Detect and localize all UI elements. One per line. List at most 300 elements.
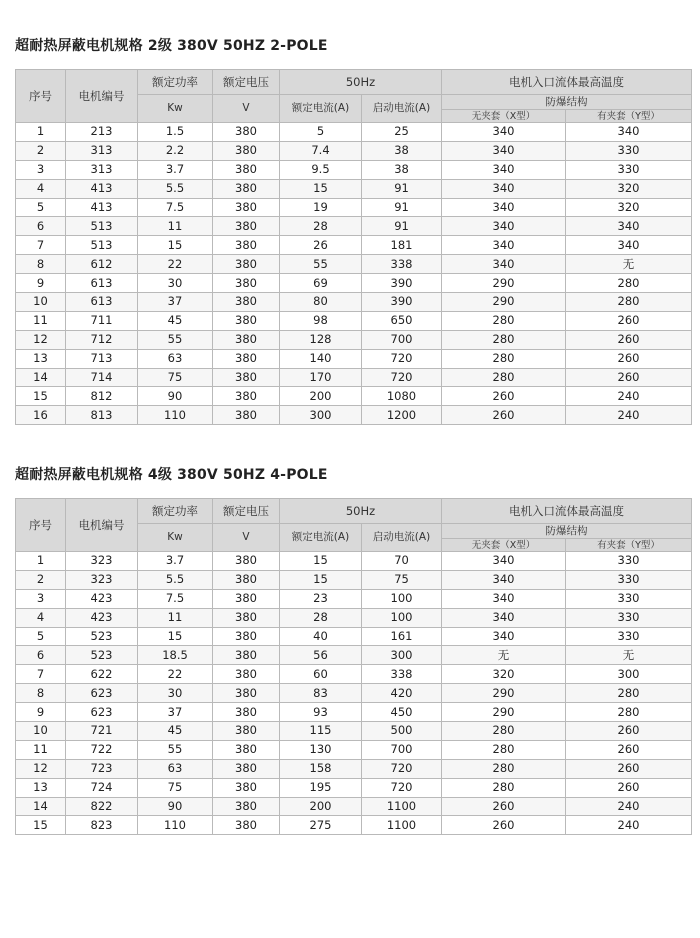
header-motor-no: 电机编号 — [66, 499, 138, 552]
cell-temp-with-jacket: 340 — [566, 123, 692, 142]
cell-rated-power: 90 — [138, 387, 213, 406]
cell-rated-current: 140 — [280, 349, 362, 368]
cell-start-current: 161 — [362, 627, 442, 646]
table-row — [16, 608, 692, 627]
cell-temp-no-jacket: 320 — [442, 665, 566, 684]
cell-motor-no: 423 — [66, 608, 138, 627]
cell-temp-no-jacket: 280 — [442, 330, 566, 349]
table-row — [16, 722, 692, 741]
cell-temp-with-jacket: 260 — [566, 740, 692, 759]
cell-start-current: 420 — [362, 684, 442, 703]
cell-rated-voltage: 380 — [213, 703, 280, 722]
cell-motor-no: 712 — [66, 330, 138, 349]
cell-temp-no-jacket: 340 — [442, 608, 566, 627]
spec-table-2-pole — [15, 69, 692, 425]
cell-motor-no: 822 — [66, 797, 138, 816]
cell-rated-current: 7.4 — [280, 141, 362, 160]
cell-start-current: 450 — [362, 703, 442, 722]
cell-rated-voltage: 380 — [213, 552, 280, 571]
table-row — [16, 123, 692, 142]
cell-rated-power: 22 — [138, 665, 213, 684]
cell-rated-power: 110 — [138, 816, 213, 835]
table-row — [16, 406, 692, 425]
cell-rated-current: 9.5 — [280, 160, 362, 179]
cell-temp-with-jacket: 280 — [566, 684, 692, 703]
cell-rated-power: 75 — [138, 778, 213, 797]
cell-temp-with-jacket: 260 — [566, 368, 692, 387]
cell-rated-power: 110 — [138, 406, 213, 425]
cell-temp-no-jacket: 340 — [442, 255, 566, 274]
header-rated-current: 额定电流(A) — [280, 95, 362, 123]
cell-start-current: 650 — [362, 311, 442, 330]
cell-rated-voltage: 380 — [213, 274, 280, 293]
header-explosion-proof: 防爆结构 — [442, 524, 692, 539]
cell-start-current: 91 — [362, 198, 442, 217]
header-with-jacket: 有夹套（Y型） — [566, 539, 692, 552]
cell-motor-no: 423 — [66, 589, 138, 608]
cell-seq: 5 — [16, 198, 66, 217]
header-max-temp: 电机入口流体最高温度 — [442, 499, 692, 524]
cell-rated-current: 28 — [280, 217, 362, 236]
table-row — [16, 665, 692, 684]
cell-temp-with-jacket: 300 — [566, 665, 692, 684]
cell-rated-current: 26 — [280, 236, 362, 255]
cell-rated-power: 11 — [138, 217, 213, 236]
cell-rated-voltage: 380 — [213, 198, 280, 217]
cell-temp-no-jacket: 340 — [442, 198, 566, 217]
header-start-current: 启动电流(A) — [362, 95, 442, 123]
cell-rated-power: 3.7 — [138, 160, 213, 179]
cell-rated-power: 15 — [138, 236, 213, 255]
table-row — [16, 330, 692, 349]
table-row — [16, 255, 692, 274]
cell-rated-voltage: 380 — [213, 570, 280, 589]
header-rated-voltage: 额定电压 — [213, 70, 280, 95]
cell-rated-voltage: 380 — [213, 759, 280, 778]
cell-seq: 11 — [16, 311, 66, 330]
cell-rated-power: 7.5 — [138, 198, 213, 217]
cell-motor-no: 313 — [66, 141, 138, 160]
cell-temp-with-jacket: 330 — [566, 552, 692, 571]
header-frequency: 50Hz — [280, 70, 442, 95]
cell-rated-current: 15 — [280, 552, 362, 571]
cell-start-current: 338 — [362, 665, 442, 684]
cell-start-current: 75 — [362, 570, 442, 589]
header-no-jacket: 无夹套（X型） — [442, 110, 566, 123]
cell-temp-no-jacket: 280 — [442, 349, 566, 368]
cell-seq: 14 — [16, 368, 66, 387]
cell-rated-voltage: 380 — [213, 665, 280, 684]
cell-temp-no-jacket: 260 — [442, 816, 566, 835]
cell-rated-voltage: 380 — [213, 141, 280, 160]
cell-temp-with-jacket: 320 — [566, 179, 692, 198]
cell-temp-with-jacket: 260 — [566, 778, 692, 797]
cell-rated-current: 170 — [280, 368, 362, 387]
cell-rated-voltage: 380 — [213, 722, 280, 741]
cell-temp-no-jacket: 340 — [442, 236, 566, 255]
cell-motor-no: 613 — [66, 293, 138, 312]
cell-temp-with-jacket: 280 — [566, 274, 692, 293]
cell-rated-voltage: 380 — [213, 778, 280, 797]
cell-seq: 3 — [16, 589, 66, 608]
table-row — [16, 570, 692, 589]
cell-seq: 5 — [16, 627, 66, 646]
table-title-4-pole: 超耐热屏蔽电机规格 4级 380V 50HZ 4-POLE — [15, 467, 328, 483]
cell-rated-current: 23 — [280, 589, 362, 608]
cell-temp-no-jacket: 340 — [442, 179, 566, 198]
cell-rated-power: 2.2 — [138, 141, 213, 160]
cell-rated-voltage: 380 — [213, 797, 280, 816]
header-rated-power: 额定功率 — [138, 499, 213, 524]
cell-start-current: 38 — [362, 141, 442, 160]
cell-start-current: 500 — [362, 722, 442, 741]
cell-temp-with-jacket: 无 — [566, 646, 692, 665]
cell-temp-with-jacket: 280 — [566, 703, 692, 722]
cell-motor-no: 623 — [66, 684, 138, 703]
cell-temp-no-jacket: 280 — [442, 759, 566, 778]
cell-seq: 7 — [16, 665, 66, 684]
cell-temp-no-jacket: 290 — [442, 274, 566, 293]
cell-rated-power: 45 — [138, 722, 213, 741]
cell-seq: 11 — [16, 740, 66, 759]
cell-seq: 2 — [16, 570, 66, 589]
cell-start-current: 1100 — [362, 816, 442, 835]
cell-temp-with-jacket: 260 — [566, 349, 692, 368]
cell-seq: 12 — [16, 759, 66, 778]
header-start-current: 启动电流(A) — [362, 524, 442, 552]
table-row — [16, 552, 692, 571]
table-row — [16, 179, 692, 198]
cell-motor-no: 723 — [66, 759, 138, 778]
cell-temp-no-jacket: 260 — [442, 797, 566, 816]
cell-motor-no: 813 — [66, 406, 138, 425]
header-motor-no: 电机编号 — [66, 70, 138, 123]
cell-rated-current: 5 — [280, 123, 362, 142]
cell-temp-no-jacket: 340 — [442, 123, 566, 142]
cell-motor-no: 513 — [66, 236, 138, 255]
table-row — [16, 274, 692, 293]
cell-rated-voltage: 380 — [213, 608, 280, 627]
table-row — [16, 236, 692, 255]
cell-temp-with-jacket: 330 — [566, 627, 692, 646]
cell-seq: 9 — [16, 703, 66, 722]
cell-rated-power: 30 — [138, 684, 213, 703]
spec-table-4-pole — [15, 498, 692, 835]
cell-start-current: 720 — [362, 368, 442, 387]
cell-motor-no: 613 — [66, 274, 138, 293]
cell-temp-no-jacket: 280 — [442, 311, 566, 330]
cell-temp-no-jacket: 280 — [442, 368, 566, 387]
cell-temp-with-jacket: 260 — [566, 722, 692, 741]
cell-rated-voltage: 380 — [213, 217, 280, 236]
cell-seq: 4 — [16, 608, 66, 627]
header-rated-voltage: 额定电压 — [213, 499, 280, 524]
table-row — [16, 740, 692, 759]
cell-rated-current: 200 — [280, 797, 362, 816]
cell-rated-power: 75 — [138, 368, 213, 387]
cell-temp-with-jacket: 240 — [566, 387, 692, 406]
cell-motor-no: 714 — [66, 368, 138, 387]
cell-temp-with-jacket: 330 — [566, 570, 692, 589]
cell-rated-voltage: 380 — [213, 627, 280, 646]
cell-rated-current: 93 — [280, 703, 362, 722]
cell-seq: 15 — [16, 816, 66, 835]
cell-seq: 7 — [16, 236, 66, 255]
cell-seq: 3 — [16, 160, 66, 179]
cell-start-current: 720 — [362, 778, 442, 797]
header-with-jacket: 有夹套（Y型） — [566, 110, 692, 123]
cell-rated-voltage: 380 — [213, 349, 280, 368]
cell-temp-with-jacket: 260 — [566, 759, 692, 778]
section-4-pole — [15, 465, 691, 835]
cell-rated-power: 37 — [138, 293, 213, 312]
cell-motor-no: 513 — [66, 217, 138, 236]
header-frequency: 50Hz — [280, 499, 442, 524]
header-seq: 序号 — [16, 499, 66, 552]
cell-motor-no: 713 — [66, 349, 138, 368]
table-row — [16, 627, 692, 646]
cell-start-current: 25 — [362, 123, 442, 142]
table-row — [16, 349, 692, 368]
cell-rated-voltage: 380 — [213, 740, 280, 759]
cell-seq: 13 — [16, 778, 66, 797]
cell-rated-voltage: 380 — [213, 293, 280, 312]
cell-rated-current: 56 — [280, 646, 362, 665]
cell-start-current: 181 — [362, 236, 442, 255]
cell-temp-with-jacket: 240 — [566, 816, 692, 835]
cell-rated-power: 55 — [138, 740, 213, 759]
cell-seq: 14 — [16, 797, 66, 816]
cell-temp-no-jacket: 340 — [442, 160, 566, 179]
cell-temp-with-jacket: 无 — [566, 255, 692, 274]
cell-seq: 6 — [16, 217, 66, 236]
cell-motor-no: 612 — [66, 255, 138, 274]
table-row — [16, 293, 692, 312]
cell-temp-with-jacket: 240 — [566, 797, 692, 816]
cell-rated-voltage: 380 — [213, 160, 280, 179]
header-power-unit: Kw — [138, 95, 213, 123]
table-row — [16, 797, 692, 816]
cell-rated-voltage: 380 — [213, 236, 280, 255]
cell-rated-current: 98 — [280, 311, 362, 330]
cell-temp-no-jacket: 290 — [442, 684, 566, 703]
cell-rated-voltage: 380 — [213, 646, 280, 665]
cell-temp-no-jacket: 280 — [442, 778, 566, 797]
cell-rated-current: 80 — [280, 293, 362, 312]
cell-seq: 9 — [16, 274, 66, 293]
cell-motor-no: 711 — [66, 311, 138, 330]
cell-seq: 16 — [16, 406, 66, 425]
cell-rated-current: 40 — [280, 627, 362, 646]
section-2-pole — [15, 36, 691, 425]
cell-seq: 2 — [16, 141, 66, 160]
cell-rated-power: 45 — [138, 311, 213, 330]
cell-start-current: 300 — [362, 646, 442, 665]
cell-start-current: 390 — [362, 293, 442, 312]
cell-start-current: 700 — [362, 740, 442, 759]
cell-rated-current: 60 — [280, 665, 362, 684]
cell-rated-current: 115 — [280, 722, 362, 741]
cell-temp-no-jacket: 340 — [442, 627, 566, 646]
cell-seq: 8 — [16, 255, 66, 274]
cell-start-current: 1200 — [362, 406, 442, 425]
header-max-temp: 电机入口流体最高温度 — [442, 70, 692, 95]
header-rated-current: 额定电流(A) — [280, 524, 362, 552]
cell-motor-no: 313 — [66, 160, 138, 179]
header-explosion-proof: 防爆结构 — [442, 95, 692, 110]
cell-seq: 6 — [16, 646, 66, 665]
table-row — [16, 387, 692, 406]
cell-rated-voltage: 380 — [213, 387, 280, 406]
cell-rated-voltage: 380 — [213, 406, 280, 425]
header-voltage-unit: V — [213, 524, 280, 552]
cell-rated-current: 69 — [280, 274, 362, 293]
cell-rated-voltage: 380 — [213, 255, 280, 274]
cell-start-current: 70 — [362, 552, 442, 571]
cell-motor-no: 413 — [66, 198, 138, 217]
cell-temp-no-jacket: 280 — [442, 722, 566, 741]
cell-start-current: 720 — [362, 759, 442, 778]
table-row — [16, 160, 692, 179]
cell-motor-no: 724 — [66, 778, 138, 797]
cell-temp-with-jacket: 260 — [566, 330, 692, 349]
cell-temp-no-jacket: 340 — [442, 141, 566, 160]
cell-rated-voltage: 380 — [213, 589, 280, 608]
cell-temp-with-jacket: 260 — [566, 311, 692, 330]
cell-rated-power: 1.5 — [138, 123, 213, 142]
cell-rated-power: 63 — [138, 759, 213, 778]
cell-temp-with-jacket: 330 — [566, 160, 692, 179]
cell-motor-no: 523 — [66, 646, 138, 665]
table-row — [16, 778, 692, 797]
cell-rated-current: 130 — [280, 740, 362, 759]
cell-temp-no-jacket: 290 — [442, 293, 566, 312]
cell-rated-current: 158 — [280, 759, 362, 778]
cell-motor-no: 213 — [66, 123, 138, 142]
cell-temp-with-jacket: 320 — [566, 198, 692, 217]
table-row — [16, 703, 692, 722]
cell-start-current: 720 — [362, 349, 442, 368]
cell-seq: 13 — [16, 349, 66, 368]
cell-temp-no-jacket: 260 — [442, 406, 566, 425]
cell-rated-current: 15 — [280, 179, 362, 198]
cell-seq: 1 — [16, 123, 66, 142]
cell-seq: 1 — [16, 552, 66, 571]
cell-temp-no-jacket: 280 — [442, 740, 566, 759]
cell-motor-no: 622 — [66, 665, 138, 684]
cell-rated-current: 195 — [280, 778, 362, 797]
cell-motor-no: 623 — [66, 703, 138, 722]
table-title-2-pole: 超耐热屏蔽电机规格 2级 380V 50HZ 2-POLE — [15, 38, 328, 54]
cell-motor-no: 721 — [66, 722, 138, 741]
cell-rated-voltage: 380 — [213, 123, 280, 142]
cell-rated-voltage: 380 — [213, 368, 280, 387]
table-row — [16, 217, 692, 236]
cell-rated-power: 30 — [138, 274, 213, 293]
cell-start-current: 91 — [362, 217, 442, 236]
cell-temp-no-jacket: 340 — [442, 217, 566, 236]
cell-start-current: 38 — [362, 160, 442, 179]
table-row — [16, 646, 692, 665]
cell-motor-no: 413 — [66, 179, 138, 198]
table-row — [16, 684, 692, 703]
cell-rated-current: 128 — [280, 330, 362, 349]
cell-rated-voltage: 380 — [213, 816, 280, 835]
table-row — [16, 198, 692, 217]
cell-rated-current: 275 — [280, 816, 362, 835]
cell-rated-current: 15 — [280, 570, 362, 589]
cell-rated-current: 19 — [280, 198, 362, 217]
table-row — [16, 141, 692, 160]
cell-start-current: 700 — [362, 330, 442, 349]
cell-seq: 10 — [16, 722, 66, 741]
cell-rated-current: 55 — [280, 255, 362, 274]
cell-rated-current: 300 — [280, 406, 362, 425]
cell-seq: 10 — [16, 293, 66, 312]
cell-rated-power: 15 — [138, 627, 213, 646]
cell-rated-power: 22 — [138, 255, 213, 274]
cell-temp-no-jacket: 无 — [442, 646, 566, 665]
cell-temp-with-jacket: 330 — [566, 141, 692, 160]
header-seq: 序号 — [16, 70, 66, 123]
cell-temp-with-jacket: 340 — [566, 217, 692, 236]
cell-rated-power: 3.7 — [138, 552, 213, 571]
cell-rated-power: 63 — [138, 349, 213, 368]
header-no-jacket: 无夹套（X型） — [442, 539, 566, 552]
cell-rated-power: 55 — [138, 330, 213, 349]
cell-start-current: 1080 — [362, 387, 442, 406]
cell-temp-with-jacket: 240 — [566, 406, 692, 425]
table-row — [16, 589, 692, 608]
cell-motor-no: 323 — [66, 552, 138, 571]
cell-seq: 12 — [16, 330, 66, 349]
cell-temp-no-jacket: 260 — [442, 387, 566, 406]
cell-rated-current: 200 — [280, 387, 362, 406]
cell-rated-current: 83 — [280, 684, 362, 703]
cell-rated-power: 7.5 — [138, 589, 213, 608]
cell-start-current: 91 — [362, 179, 442, 198]
cell-motor-no: 823 — [66, 816, 138, 835]
header-rated-power: 额定功率 — [138, 70, 213, 95]
cell-rated-power: 5.5 — [138, 179, 213, 198]
table-row — [16, 368, 692, 387]
cell-temp-with-jacket: 280 — [566, 293, 692, 312]
cell-motor-no: 812 — [66, 387, 138, 406]
table-row — [16, 816, 692, 835]
cell-rated-voltage: 380 — [213, 684, 280, 703]
cell-rated-voltage: 380 — [213, 179, 280, 198]
cell-temp-with-jacket: 330 — [566, 608, 692, 627]
cell-seq: 8 — [16, 684, 66, 703]
cell-rated-power: 5.5 — [138, 570, 213, 589]
cell-rated-voltage: 380 — [213, 330, 280, 349]
cell-start-current: 100 — [362, 589, 442, 608]
cell-motor-no: 722 — [66, 740, 138, 759]
cell-temp-with-jacket: 340 — [566, 236, 692, 255]
cell-start-current: 338 — [362, 255, 442, 274]
cell-rated-current: 28 — [280, 608, 362, 627]
cell-start-current: 390 — [362, 274, 442, 293]
header-voltage-unit: V — [213, 95, 280, 123]
table-row — [16, 759, 692, 778]
cell-start-current: 1100 — [362, 797, 442, 816]
cell-motor-no: 523 — [66, 627, 138, 646]
table-row — [16, 311, 692, 330]
cell-temp-no-jacket: 340 — [442, 589, 566, 608]
header-power-unit: Kw — [138, 524, 213, 552]
cell-seq: 15 — [16, 387, 66, 406]
cell-temp-no-jacket: 290 — [442, 703, 566, 722]
